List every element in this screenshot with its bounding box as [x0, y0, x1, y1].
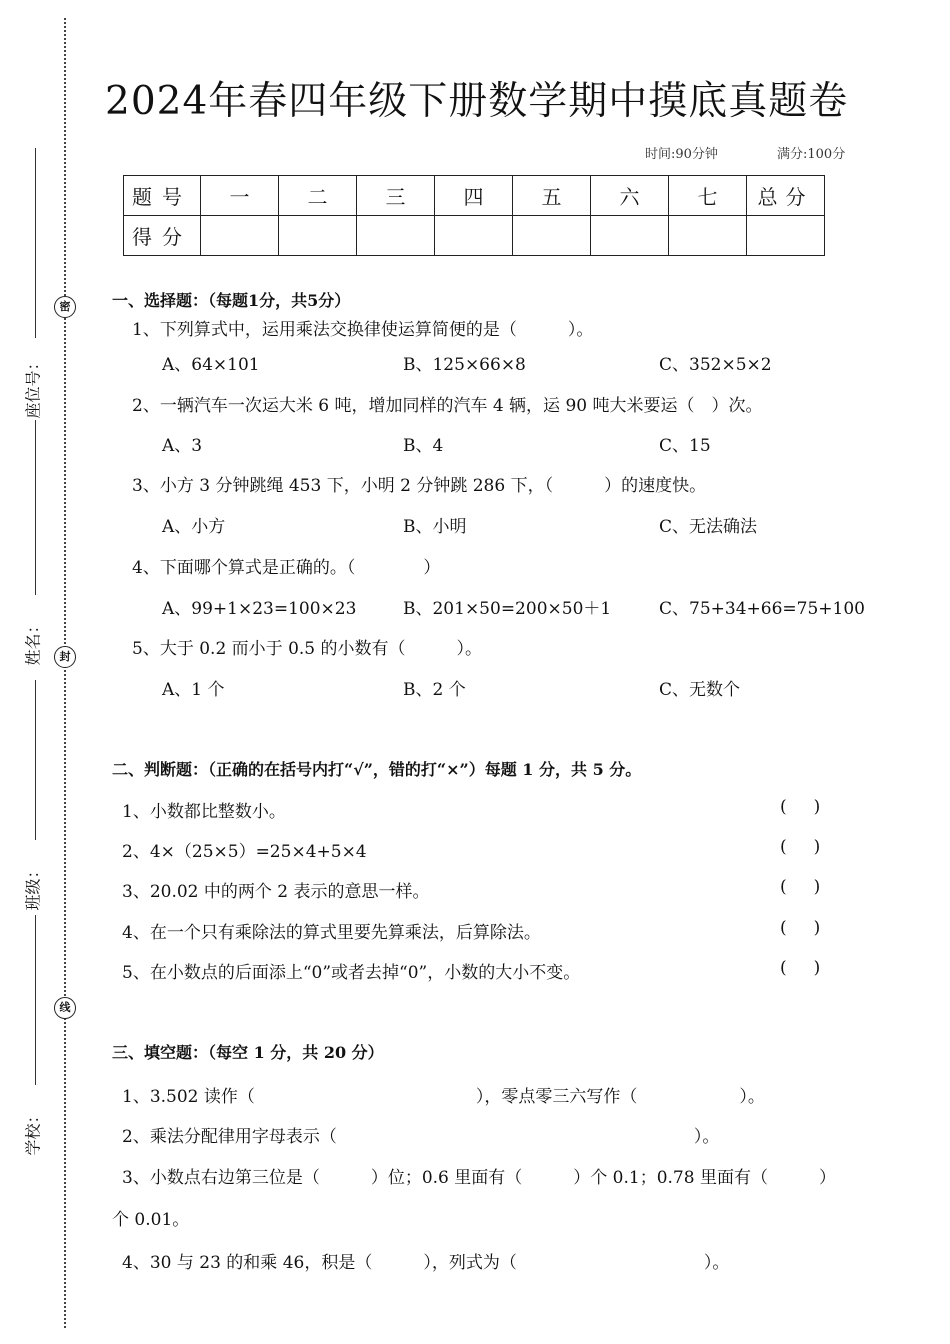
time-limit: 时间:90分钟 [645, 147, 718, 162]
score-cell: 得分 [124, 216, 201, 256]
fill-item-3-cont: 个 0.01。 [112, 1210, 190, 1230]
seat-underline [35, 148, 36, 338]
judge-item-2: 2、4×（25×5）=25×4+5×4 [122, 842, 367, 862]
answer-paren[interactable]: ( ) [780, 958, 821, 978]
option-a: A、99+1×23=100×23 [162, 599, 357, 619]
seal-xian: 线 [54, 997, 76, 1019]
judge-item-3: 3、20.02 中的两个 2 表示的意思一样。 [122, 882, 430, 902]
fill-item-4: 4、30 与 23 的和乘 46，积是（ ），列式为（ ）。 [122, 1253, 730, 1273]
score-input-cell[interactable] [279, 216, 357, 256]
judge-item-1: 1、小数都比整数小。 [122, 802, 286, 822]
score-input-cell[interactable] [747, 216, 825, 256]
score-input-cell[interactable] [357, 216, 435, 256]
seat-label: 座位号： [23, 354, 43, 419]
score-input-cell[interactable] [591, 216, 669, 256]
score-table-score-row [124, 216, 825, 256]
option-b: B、小明 [403, 517, 467, 537]
score-input-cell[interactable] [669, 216, 747, 256]
class-underline [35, 680, 36, 840]
score-cell: 总分 [747, 176, 825, 216]
judge-item-4: 4、在一个只有乘除法的算式里要先算乘法，后算除法。 [122, 923, 541, 943]
answer-paren[interactable]: ( ) [780, 877, 821, 897]
answer-paren[interactable]: ( ) [780, 837, 821, 857]
name-underline [35, 420, 36, 595]
option-a: A、1 个 [162, 680, 225, 700]
score-cell: 四 [435, 176, 513, 216]
answer-paren[interactable]: ( ) [780, 797, 821, 817]
score-cell: 三 [357, 176, 435, 216]
score-cell: 二 [279, 176, 357, 216]
fill-item-2: 2、乘法分配律用字母表示（ ）。 [122, 1127, 720, 1147]
judge-item-5: 5、在小数点的后面添上“0”或者去掉“0”，小数的大小不变。 [122, 963, 581, 983]
page-title: 2024年春四年级下册数学期中摸底真题卷 [105, 79, 849, 124]
question-4: 4、下面哪个算式是正确的。（ ） [132, 558, 441, 578]
section2-heading: 二、判断题：（正确的在括号内打“√”，错的打“×”）每题 1 分，共 5 分。 [112, 760, 642, 779]
fill-item-1: 1、3.502 读作（ ），零点零三六写作（ ）。 [122, 1087, 765, 1107]
section3-heading: 三、填空题：（每空 1 分，共 20 分） [112, 1043, 384, 1062]
score-table [123, 175, 825, 256]
option-b: B、201×50=200×50＋1 [403, 599, 612, 619]
question-3: 3、小方 3 分钟跳绳 453 下，小明 2 分钟跳 286 下，（ ）的速度快。 [132, 476, 707, 496]
school-underline [35, 915, 36, 1085]
name-label: 姓名： [23, 617, 43, 666]
question-5: 5、大于 0.2 而小于 0.5 的小数有（ ）。 [132, 639, 483, 659]
score-input-cell[interactable] [513, 216, 591, 256]
option-c: C、无数个 [659, 680, 741, 700]
score-cell: 六 [591, 176, 669, 216]
seal-feng: 封 [54, 646, 76, 668]
section1-heading: 一、选择题：（每题1分，共5分） [112, 291, 351, 310]
option-a: A、64×101 [162, 355, 260, 375]
full-score: 满分:100分 [777, 147, 846, 162]
score-cell: 一 [201, 176, 279, 216]
binding-dotted-line [64, 18, 66, 1328]
score-cell: 题号 [124, 176, 201, 216]
score-input-cell[interactable] [435, 216, 513, 256]
class-label: 班级： [23, 862, 43, 911]
option-c: C、无法确法 [659, 517, 758, 537]
question-2: 2、一辆汽车一次运大米 6 吨，增加同样的汽车 4 辆，运 90 吨大米要运（ ）次。 [132, 396, 763, 416]
option-c: C、15 [659, 436, 711, 456]
question-1: 1、下列算式中，运用乘法交换律使运算简便的是（ ）。 [132, 320, 594, 340]
option-b: B、4 [403, 436, 444, 456]
school-label: 学校： [23, 1107, 43, 1156]
option-a: A、3 [162, 436, 203, 456]
option-b: B、125×66×8 [403, 355, 526, 375]
option-b: B、2 个 [403, 680, 466, 700]
score-input-cell[interactable] [201, 216, 279, 256]
option-c: C、75+34+66=75+100 [659, 599, 865, 619]
answer-paren[interactable]: ( ) [780, 918, 821, 938]
fill-item-3: 3、小数点右边第三位是（ ）位；0.6 里面有（ ）个 0.1；0.78 里面有（ ） [122, 1168, 836, 1188]
option-a: A、小方 [162, 517, 226, 537]
score-table-header-row [124, 176, 825, 216]
seal-mi: 密 [54, 296, 76, 318]
option-c: C、352×5×2 [659, 355, 772, 375]
score-cell: 五 [513, 176, 591, 216]
score-cell: 七 [669, 176, 747, 216]
